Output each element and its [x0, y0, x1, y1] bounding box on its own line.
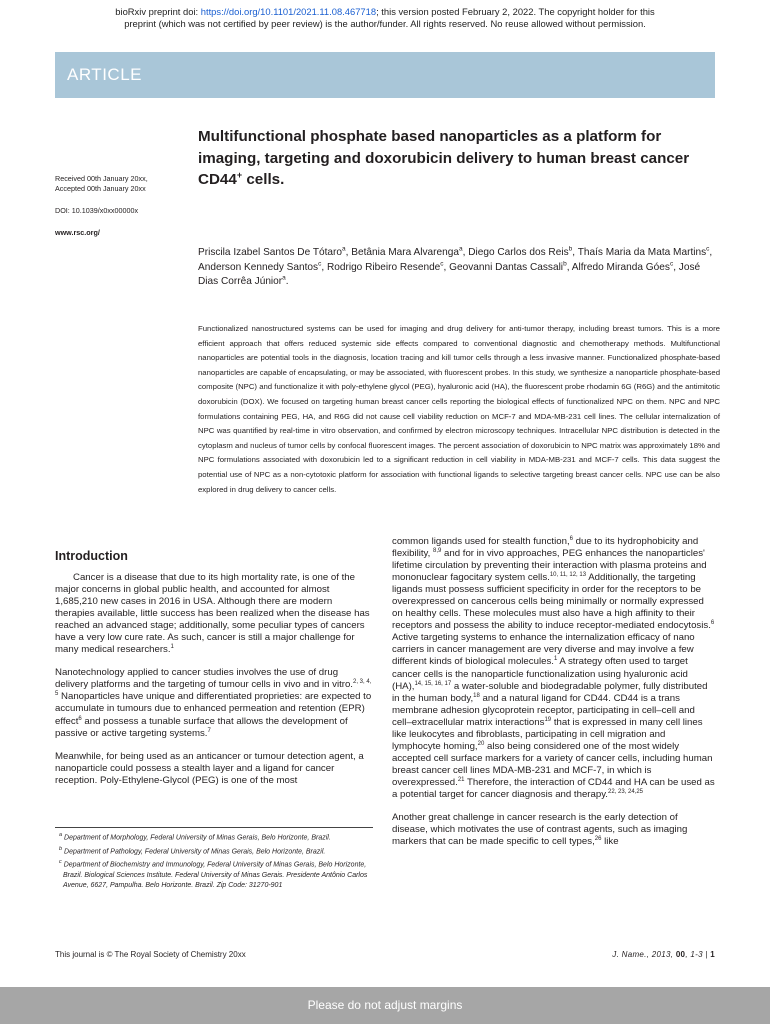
author-affiliation-mark: c [706, 245, 710, 253]
citation-ref: 22, 23, 24,25 [607, 788, 644, 795]
body-paragraph [55, 572, 373, 656]
author-affiliation-mark: c [318, 260, 322, 268]
paragraph-text: common ligands used for stealth function, [392, 536, 570, 547]
citation-ref: 1 [553, 656, 558, 663]
paragraph-text: A strategy often used to target cancer cells is the nanoparticle functionalization using hyaluronic acid (HA), [392, 656, 688, 692]
paper-title [198, 126, 718, 191]
paragraph-text: Therefore, the interaction of CD44 and HA can be used as a potential target for cancer diagnosis and therapy. [392, 776, 715, 800]
author-separator: , [673, 261, 679, 273]
author-name: José Dias Corrêa Júnior [198, 261, 701, 287]
footnote-mark: b [59, 845, 63, 852]
received-date: Received 00th January 20xx, [55, 174, 148, 183]
citation-ref: 19 [544, 716, 552, 723]
author-separator: , [321, 261, 327, 273]
citation-ref: 21 [457, 776, 465, 783]
citation-ref: 18 [473, 692, 480, 699]
journal-citation-footer [612, 950, 715, 959]
footnote-text: Department of Biochemistry and Immunology, Federal University of Minas Gerais, Belo Horizonte, Brazil. Biological Sciences Institute. Federal University of Minas Gerais. Presidente Antônio Carlos Avenue, 6627, Pampulha. Belo Horizonte. Brazil. Zip Code: 31270-901 [61, 861, 368, 890]
paragraph-text: Nanoparticles have unique and differentiated proprieties: are expected to accumulate in tumours due to enhanced permeation and retention (EPR) effect [55, 691, 372, 727]
author-separator: , [345, 247, 352, 258]
article-header-bar [55, 52, 715, 98]
affiliation-footnote [55, 844, 375, 858]
title-main: Multifunctional phosphate based nanoparticles as a platform for imaging, targeting and doxorubicin delivery to human breast cancer CD44 [198, 128, 690, 188]
author-separator: , [462, 247, 469, 258]
accepted-date: Accepted 00th January 20xx [55, 184, 146, 193]
journal-name: J. Name. [612, 950, 647, 959]
journal-year: , 2013, [646, 950, 676, 959]
author-name: Betânia Mara Alvarenga [351, 247, 459, 258]
bottom-margin-bar [0, 987, 770, 1024]
author-affiliation-mark: b [568, 245, 573, 253]
preprint-suffix: ; this version posted February 2, 2022. The copyright holder for this [376, 6, 655, 17]
paragraph-text: like [601, 836, 619, 848]
preprint-line-1 [0, 6, 770, 18]
footnote-text: Department of Pathology, Federal University of Minas Gerais, Belo Horizonte, Brazil. [62, 847, 326, 855]
affiliation-footnote [55, 857, 375, 891]
journal-pages: , 1-3 | [685, 950, 711, 959]
paragraph-text: due to its hydrophobicity and flexibility, [392, 536, 699, 560]
author-affiliation-mark: a [342, 245, 346, 253]
margin-notice: Please do not adjust margins [307, 998, 463, 1012]
citation-ref: 7 [207, 727, 211, 734]
paragraph-text: Another great challenge in cancer research is the early detection of disease, which motivates the use of contrast agents, such as imaging markers that can be made specific to cell types, [392, 812, 688, 848]
paragraph-text: Nanotechnology applied to cancer studies involves the use of drug delivery platforms and the targeting of tumour cells in vivo and in vitro. [55, 667, 353, 691]
paragraph-text: that is expressed in many cell lines like leukocytes and fibroblasts, participating in cell migration and lymphocyte homing, [392, 716, 703, 752]
body-paragraph [392, 536, 715, 801]
footnote-divider [55, 827, 373, 828]
citation-ref: 8,9 [433, 547, 442, 554]
citation-ref: 6 [569, 535, 573, 542]
introduction-heading: Introduction [55, 549, 128, 563]
citation-ref: 6 [710, 620, 715, 627]
author-name: Priscila Izabel Santos De Tótaro [198, 247, 342, 258]
preprint-prefix: bioRxiv preprint doi: [115, 6, 201, 17]
paragraph-text: and for in vivo approaches, PEG enhances the nanoparticles' lifetime circulation by preventing their interaction with plasma proteins and mononuclear fagocitary system cells. [392, 548, 707, 584]
author-name: Geovanni Dantas Cassali [449, 261, 564, 273]
citation-ref: 14, 15, 16, 17 [414, 680, 452, 687]
citation-ref: 26 [594, 835, 602, 842]
page-number: 1 [710, 950, 715, 959]
preprint-line-2: preprint (which was not certified by peer review) is the author/funder. All rights reserved. No reuse allowed without permission. [124, 18, 646, 29]
affiliation-footnote [55, 830, 375, 844]
journal-url-wrap [55, 228, 100, 239]
title-end: cells. [242, 171, 285, 188]
author-affiliation-mark: c [669, 260, 674, 268]
author-affiliation-mark: b [563, 260, 567, 268]
paragraph-text: Additionally, the targeting ligands must possess sufficient specificity in order for the receptors to be overexpressed on cancerous cells being minimally or normally expressed on healthy cells. These molecules must also have a high affinity to their receptors and possess the ability to induce receptor-mediated endocytosis. [392, 572, 711, 632]
author-name: Rodrigo Ribeiro Resende [326, 261, 441, 273]
author-list [198, 246, 723, 290]
author-separator: , [709, 247, 713, 258]
author-name: Thaís Maria da Mata Martins [577, 247, 707, 258]
author-affiliation-mark: c [440, 260, 444, 268]
author-affiliation-mark: a [458, 245, 463, 253]
citation-ref: 6 [78, 715, 82, 722]
author-name: Alfredo Miranda Góes [571, 261, 670, 273]
paragraph-text: and possess a tunable surface that allows the development of passive or active targeting systems. [55, 715, 348, 739]
paragraph-text: and a natural ligand for CD44. CD44 is a trans membrane adhesion glycoprotein receptor, participating in cell–cell and cell–extracellular matrix interactions [392, 692, 695, 728]
right-column [392, 536, 715, 859]
paragraph-text: also being considered one of the most widely accepted cell surface markers for a variety of cancer cells, including human breast cancer cell lines MDA-MB-231 and MCF-7, in which is overexpressed. [392, 740, 713, 788]
doi-text: DOI: 10.1039/x0xx00000x [55, 206, 139, 215]
citation-ref: 2, 3, 4, 5 [55, 679, 372, 698]
footnote-mark: c [59, 859, 62, 866]
paragraph-text: a water-soluble and biodegradable polymer, fully distributed in the human body, [392, 680, 708, 704]
author-name: Diego Carlos dos Reis [468, 247, 569, 258]
abstract: Functionalized nanostructured systems can be used for imaging and drug delivery for anti-tumor therapy, including breast tumors. This is a more efficient approach that offers reduced systemic side effects compared to conventional diagnostic and chemotherapy methods. Multifunctional nanoparticles are potential tools in the diagnosis, location tracing and kill tumor cells through a less invasive manner. Functionalized phosphate-based nanoparticles are capable of encapsulating, or may be associated, with fluorescent probes. In this study, we synthesize a nanoparticle phosphate-based composite (NPC) and functionalize it with poly-ethylene glycol (PEG), hyaluronic acid (HA), the fluorescent probe rhodamin 6G (R6G) and the antimitotic doxorubicin (DOX). We focused on targeting human breast cancer cells reporting the biological effects of functionalized NPC on them. NPC and NPC formulations containing PEG, HA, and R6G did not cause cell viability reduction on MCF-7 and MDA-MB-231 cell lines. The cellular internalization of NPC was quantified by real-time in vitro observation, and confirmed by electron microscopy techniques. Intracellular NPC distribution is detected in the cytoplasm and nucleus of tumor cells by confocal fluorescent images. The percent association of doxorubicin to NPC matrix was approximately 18% and NPC formulations associated with doxorubicin led to a significant reduction in cell viability in MDA-MB-231 and MCF-7 cells. This data suggest the potential use of NPC as a non-cytotoxic platform for association with functional ligands to selective targeting breast cancer cells. NPC use can be also explored in drug delivery to cancer cells. [198, 324, 720, 494]
title-superscript: + [236, 169, 243, 180]
body-paragraph [55, 751, 373, 787]
footnote-mark: a [59, 832, 63, 838]
author-separator: , [443, 261, 450, 273]
journal-url[interactable]: www.rsc.org/ [55, 228, 100, 237]
paragraph-text: Meanwhile, for being used as an anticancer or tumour detection agent, a nanoparticle could possess a stealth layer and a ligand for cancer reception. Poly-Ethylene-Glycol (PEG) is one of the most [55, 750, 364, 786]
body-paragraph [55, 667, 373, 739]
citation-ref: 10, 11, 12, 13 [549, 571, 587, 578]
author-affiliation-mark: a [282, 274, 286, 282]
preprint-notice [0, 6, 770, 30]
author-name: Anderson Kennedy Santos [198, 261, 319, 273]
author-separator: . [285, 276, 289, 287]
paragraph-text: Active targeting systems to enhance the internalization efficacy of nano carriers in cancer management are very diverse and may involve a few different kinds of biological molecules. [392, 632, 695, 668]
footnote-text: Department of Morphology, Federal University of Minas Gerais, Belo Horizonte, Brazil. [62, 834, 331, 842]
copyright-footer: This journal is © The Royal Society of Chemistry 20xx [55, 950, 246, 959]
body-paragraph [392, 812, 715, 848]
paragraph-text: Cancer is a disease that due to its high mortality rate, is one of the major concerns in global public health, and accounted for almost 1,685,210 new cases in 2016 in USA. Although there are modern therapies available, little success has been realized when the disease has reached an advanced stage; additionally, some peculiar types of cancers have a very low cure rate. As such, cancer is still a major challenge for many medical researchers. [55, 572, 370, 656]
journal-volume: 00 [675, 950, 686, 959]
author-separator: , [566, 261, 572, 273]
affiliation-footnotes [55, 830, 375, 891]
left-column [55, 572, 373, 798]
doi-link[interactable]: https://doi.org/10.1101/2021.11.08.467718 [200, 6, 377, 17]
citation-ref: 1 [170, 644, 174, 651]
author-separator: , [572, 247, 578, 258]
article-label: ARTICLE [67, 65, 142, 84]
citation-ref: 20 [477, 740, 485, 747]
